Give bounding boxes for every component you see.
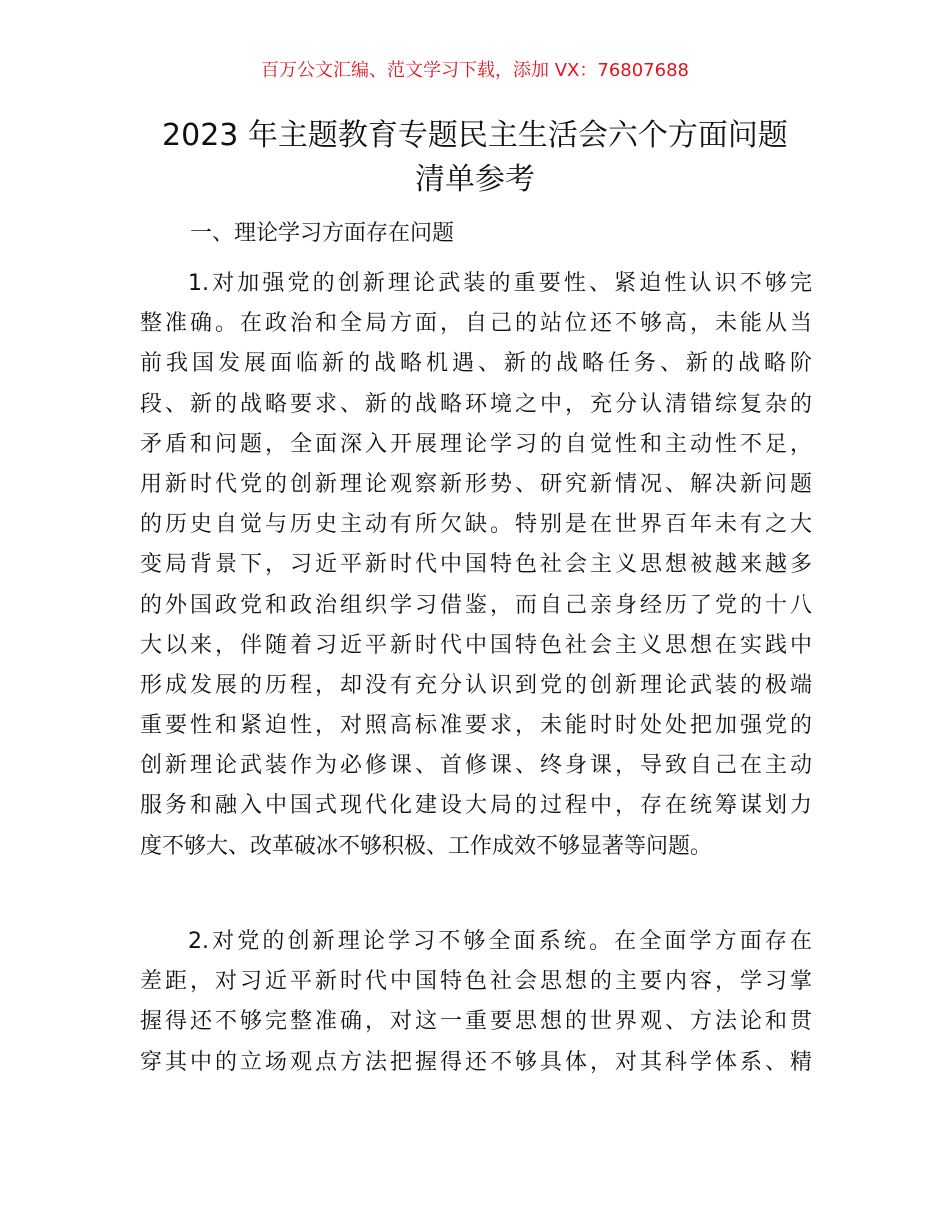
paragraph-line: 2.对党的创新理论学习不够全面系统。在全面学方面存在	[188, 929, 812, 954]
header-watermark-note: 百万公文汇编、范文学习下载，添加 VX：76807688	[261, 60, 689, 81]
paragraph-line: 1.对加强党的创新理论武装的重要性、紧迫性认识不够完	[188, 271, 812, 296]
paragraph-line: 整准确。在政治和全局方面，自己的站位还不够高，未能从当	[140, 311, 812, 337]
paragraph-line: 的历史自觉与历史主动有所欠缺。特别是在世界百年未有之大	[140, 512, 812, 538]
paragraph-1	[140, 264, 812, 867]
paragraph-line: 用新时代党的创新理论观察新形势、研究新情况、解决新问题	[140, 471, 812, 497]
paragraph-2	[140, 922, 812, 1083]
document-title-line-1: 2023 年主题教育专题民主生活会六个方面问题	[162, 118, 788, 153]
paragraph-line: 段、新的战略要求、新的战略环境之中，充分认清错综复杂的	[140, 391, 812, 417]
document-title-line-2: 清单参考	[415, 162, 535, 197]
paragraph-line: 度不够大、改革破冰不够积极、工作成效不够显著等问题。	[140, 833, 713, 859]
paragraph-line: 大以来，伴随着习近平新时代中国特色社会主义思想在实践中	[140, 632, 812, 658]
paragraph-line: 的外国政党和政治组织学习借鉴，而自己亲身经历了党的十八	[140, 592, 812, 618]
document-title	[0, 114, 950, 202]
paragraph-line: 变局背景下，习近平新时代中国特色社会主义思想被越来越多	[140, 552, 812, 578]
paragraph-line: 重要性和紧迫性，对照高标准要求，未能时时处处把加强党的	[140, 713, 812, 739]
paragraph-line: 矛盾和问题，全面深入开展理论学习的自觉性和主动性不足，	[140, 431, 812, 457]
paragraph-line: 服务和融入中国式现代化建设大局的过程中，存在统筹谋划力	[140, 793, 812, 819]
paragraph-line: 形成发展的历程，却没有充分认识到党的创新理论武装的极端	[140, 672, 812, 698]
paragraph-line: 差距，对习近平新时代中国特色社会思想的主要内容，学习掌	[140, 969, 812, 995]
paragraph-line: 穿其中的立场观点方法把握得还不够具体，对其科学体系、精	[140, 1049, 812, 1075]
section-heading: 一、理论学习方面存在问题	[190, 221, 455, 246]
paragraph-line: 创新理论武装作为必修课、首修课、终身课，导致自己在主动	[140, 753, 812, 779]
paragraph-line: 握得还不够完整准确，对这一重要思想的世界观、方法论和贯	[140, 1009, 812, 1035]
paragraph-line: 前我国发展面临新的战略机遇、新的战略任务、新的战略阶	[140, 351, 812, 377]
